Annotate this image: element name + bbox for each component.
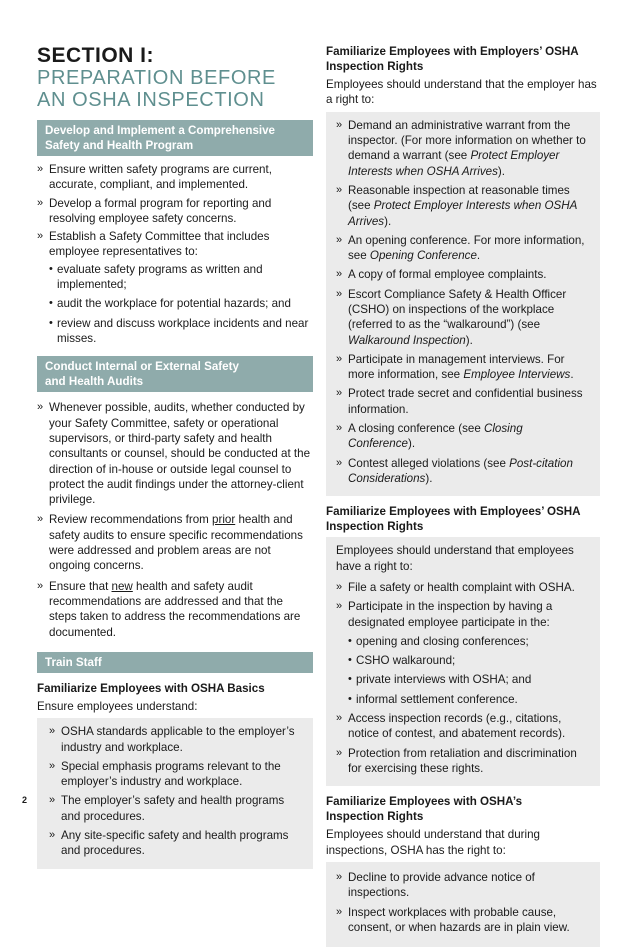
develop-heading-line-2: Safety and Health Program xyxy=(45,138,194,152)
employee-rights-heading-line-2: Inspection Rights xyxy=(326,520,424,534)
list-item-text-pre: Ensure that xyxy=(49,579,112,593)
chevron-bullet-icon: » xyxy=(37,401,44,414)
chevron-bullet-icon: » xyxy=(336,746,343,759)
sub-list-item xyxy=(49,316,313,347)
cross-reference: Closing Conference xyxy=(348,422,523,451)
osha-rights-list xyxy=(336,870,590,935)
sub-list-item-text: private interviews with OSHA; and xyxy=(356,673,532,687)
list-item xyxy=(336,118,590,179)
list-item-text: ). xyxy=(384,214,392,228)
list-item xyxy=(37,400,313,507)
list-item xyxy=(336,352,590,383)
train-box xyxy=(37,718,313,868)
employer-rights-heading-line-1: Familiarize Employees with Employers’ OSHA xyxy=(326,45,579,58)
cross-reference: Opening Conference xyxy=(369,249,477,263)
sub-list-item xyxy=(348,672,590,687)
sub-list-item xyxy=(348,653,590,668)
right-column xyxy=(326,44,600,947)
list-item-text: Inspect workplaces with probable cause, consent, or when hazards are in plain view. xyxy=(348,905,570,934)
list-item-text: An opening conference. For more information, see xyxy=(348,233,585,263)
cross-reference: Protect Employer Interests when OSHA Arrives xyxy=(348,149,560,178)
chevron-bullet-icon: » xyxy=(37,579,44,592)
chevron-bullet-icon: » xyxy=(336,233,343,246)
list-item-text: Protect trade secret and confidential business information. xyxy=(348,387,583,416)
list-item-text: Reasonable inspection at reasonable times (see xyxy=(348,183,570,213)
chevron-bullet-icon: » xyxy=(336,387,343,400)
employer-rights-box xyxy=(326,112,600,497)
employee-rights-lead: Employees should understand that employees have a right to: xyxy=(336,544,574,573)
dot-bullet-icon: • xyxy=(348,654,352,667)
list-item xyxy=(336,456,590,487)
section-title-line-2: AN OSHA INSPECTION xyxy=(37,89,265,112)
list-item xyxy=(37,196,313,227)
list-item xyxy=(49,759,303,790)
list-item-text: . xyxy=(570,368,574,382)
osha-rights-heading-line-2: Inspection Rights xyxy=(326,810,424,824)
audits-list xyxy=(37,400,313,639)
list-item xyxy=(336,233,590,264)
chevron-bullet-icon: » xyxy=(336,580,343,593)
sub-list-item-text: evaluate safety programs as written and implemented; xyxy=(57,262,263,292)
employer-rights-heading xyxy=(326,44,600,74)
chevron-bullet-icon: » xyxy=(336,352,343,365)
develop-list xyxy=(37,162,313,346)
sub-list-item xyxy=(348,634,590,649)
chevron-bullet-icon: » xyxy=(336,905,343,918)
chevron-bullet-icon: » xyxy=(37,230,44,243)
employer-rights-intro: Employees should understand that the employer has a right to: xyxy=(326,78,597,107)
list-item xyxy=(336,870,590,901)
list-item-text: OSHA standards applicable to the employer’s industry and workplace. xyxy=(61,725,295,754)
list-item xyxy=(37,512,313,573)
list-item xyxy=(336,905,590,936)
chevron-bullet-icon: » xyxy=(49,829,56,842)
train-list xyxy=(49,724,303,858)
underlined-word: prior xyxy=(212,513,236,527)
develop-heading xyxy=(37,120,313,156)
train-subheading: Familiarize Employees with OSHA Basics xyxy=(37,681,265,695)
sub-list-item-text: review and discuss workplace incidents and near misses. xyxy=(57,316,309,345)
underlined-word: new xyxy=(111,579,133,593)
cross-reference: Post-citation Considerations xyxy=(348,456,573,485)
sub-list-item xyxy=(49,296,313,311)
list-item-text: A copy of formal employee complaints. xyxy=(348,268,547,282)
section-title-line-1: PREPARATION BEFORE xyxy=(37,67,276,90)
chevron-bullet-icon: » xyxy=(336,456,343,469)
dot-bullet-icon: • xyxy=(348,673,352,686)
list-item xyxy=(336,580,590,595)
chevron-bullet-icon: » xyxy=(49,725,56,738)
list-item-text: Develop a formal program for reporting and resolving employee safety concerns. xyxy=(49,196,272,225)
list-item-text: . xyxy=(476,249,481,263)
list-item xyxy=(336,599,590,707)
list-item-text: Decline to provide advance notice of inspections. xyxy=(348,870,535,900)
employer-rights-heading-line-2: Inspection Rights xyxy=(326,60,424,74)
section-label: SECTION I: xyxy=(37,44,155,67)
list-item-text: Demand an administrative warrant from the inspector. (For more information on whether to demand a warrant (see xyxy=(348,118,586,163)
develop-heading-line-1: Develop and Implement a Comprehensive xyxy=(45,123,276,137)
employee-rights-heading xyxy=(326,504,600,534)
chevron-bullet-icon: » xyxy=(336,287,343,300)
osha-rights-intro: Employees should understand that during inspections, OSHA has the right to: xyxy=(326,828,540,857)
list-item-text: Contest alleged violations (see xyxy=(348,456,510,470)
chevron-bullet-icon: » xyxy=(37,163,44,175)
list-item xyxy=(336,421,590,452)
chevron-bullet-icon: » xyxy=(336,118,343,131)
list-item-text: ). xyxy=(497,164,506,178)
list-item-text: ). xyxy=(465,333,473,347)
train-heading: Train Staff xyxy=(37,652,313,673)
sub-list-item-text: informal settlement conference. xyxy=(356,692,518,706)
list-item-text: Ensure written safety programs are current, accurate, compliant, and implemented. xyxy=(49,163,272,192)
list-item-text: Access inspection records (e.g., citations, notice of contest, and abatement records). xyxy=(348,712,566,741)
list-item-text: ). xyxy=(407,437,416,451)
list-item xyxy=(49,724,303,755)
sub-list-item xyxy=(348,692,590,707)
list-item xyxy=(49,828,303,859)
list-item-text: Special emphasis programs relevant to the employer’s industry and workplace. xyxy=(61,759,281,789)
list-item-text: ). xyxy=(425,471,433,485)
employer-rights-list xyxy=(336,118,590,487)
chevron-bullet-icon: » xyxy=(37,196,44,209)
section-title xyxy=(37,67,313,112)
sub-list-item-text: CSHO walkaround; xyxy=(356,654,456,668)
list-item xyxy=(336,711,590,742)
chevron-bullet-icon: » xyxy=(49,759,56,772)
list-item-text: Protection from retaliation and discrimination for exercising these rights. xyxy=(348,746,577,775)
chevron-bullet-icon: » xyxy=(336,712,343,725)
chevron-bullet-icon: » xyxy=(336,600,343,613)
chevron-bullet-icon: » xyxy=(336,870,343,883)
list-item-text: Establish a Safety Committee that includes employee representatives to: xyxy=(49,230,270,259)
left-column xyxy=(37,44,313,869)
list-item xyxy=(336,746,590,777)
audits-heading-line-2: and Health Audits xyxy=(45,375,144,389)
list-item-text: A closing conference (see xyxy=(348,422,484,436)
cross-reference: Walkaround Inspection xyxy=(348,333,466,347)
list-item xyxy=(49,793,303,824)
chevron-bullet-icon: » xyxy=(336,268,343,281)
train-intro: Ensure employees understand: xyxy=(37,699,198,713)
dot-bullet-icon: • xyxy=(49,262,53,275)
dot-bullet-icon: • xyxy=(49,297,53,310)
list-item-text: Whenever possible, audits, whether conducted by your Safety Committee, safety or operational supervisors, or third-party safety and health consultants or counsel, should be conducted at the direction of in-house or outside legal counsel to protect the audit findings under the attorney-client privilege. xyxy=(49,401,311,507)
list-item xyxy=(336,287,590,348)
employee-rights-heading-line-1: Familiarize Employees with Employees’ OSHA xyxy=(326,505,581,519)
list-item xyxy=(37,162,313,193)
list-item xyxy=(37,229,313,346)
list-item-text: Participate in the inspection by having a designated employee participate in the: xyxy=(348,600,553,629)
list-item-text: Escort Compliance Safety & Health Officer (CSHO) on inspections of the workplace (referred to as the “walkaround”) (see xyxy=(348,287,567,332)
employee-rights-box xyxy=(326,537,600,786)
list-item-text-post: health and safety audit recommendations are addressed and that the steps taken to address the recommendations are documented. xyxy=(49,579,301,639)
list-item xyxy=(336,386,590,417)
list-item-text-pre: Review recommendations from xyxy=(49,513,213,527)
page-number: 2 xyxy=(22,795,28,805)
osha-rights-heading xyxy=(326,794,600,824)
chevron-bullet-icon: » xyxy=(336,422,343,435)
dot-bullet-icon: • xyxy=(49,316,53,329)
committee-sublist xyxy=(49,262,313,346)
list-item-text: The employer’s safety and health programs and procedures. xyxy=(61,794,285,823)
list-item xyxy=(336,183,590,229)
participation-sublist xyxy=(348,634,590,707)
list-item xyxy=(37,579,313,640)
sub-list-item-text: audit the workplace for potential hazards; and xyxy=(57,297,291,311)
osha-rights-box xyxy=(326,862,600,947)
chevron-bullet-icon: » xyxy=(49,794,56,807)
chevron-bullet-icon: » xyxy=(336,183,343,196)
cross-reference: Employee Interviews xyxy=(463,368,571,382)
audits-heading xyxy=(37,356,313,392)
osha-rights-heading-line-1: Familiarize Employees with OSHA’s xyxy=(326,795,523,809)
list-item xyxy=(336,267,590,282)
dot-bullet-icon: • xyxy=(348,692,352,705)
chevron-bullet-icon: » xyxy=(37,513,44,526)
sub-list-item-text: opening and closing conferences; xyxy=(356,634,529,648)
list-item-text-post: health and safety audits to ensure specific recommendations were addressed and problem areas are not ongoing concerns. xyxy=(49,513,303,573)
list-item-text: File a safety or health complaint with OSHA. xyxy=(348,580,575,594)
sub-list-item xyxy=(49,262,313,293)
cross-reference: Protect Employer Interests when OSHA Arrives xyxy=(348,199,577,228)
audits-heading-line-1: Conduct Internal or External Safety xyxy=(45,360,239,374)
list-item-text: Participate in management interviews. For more information, see xyxy=(348,352,565,382)
employee-rights-list xyxy=(336,580,590,776)
list-item-text: Any site-specific safety and health programs and procedures. xyxy=(61,829,289,858)
dot-bullet-icon: • xyxy=(348,634,352,647)
